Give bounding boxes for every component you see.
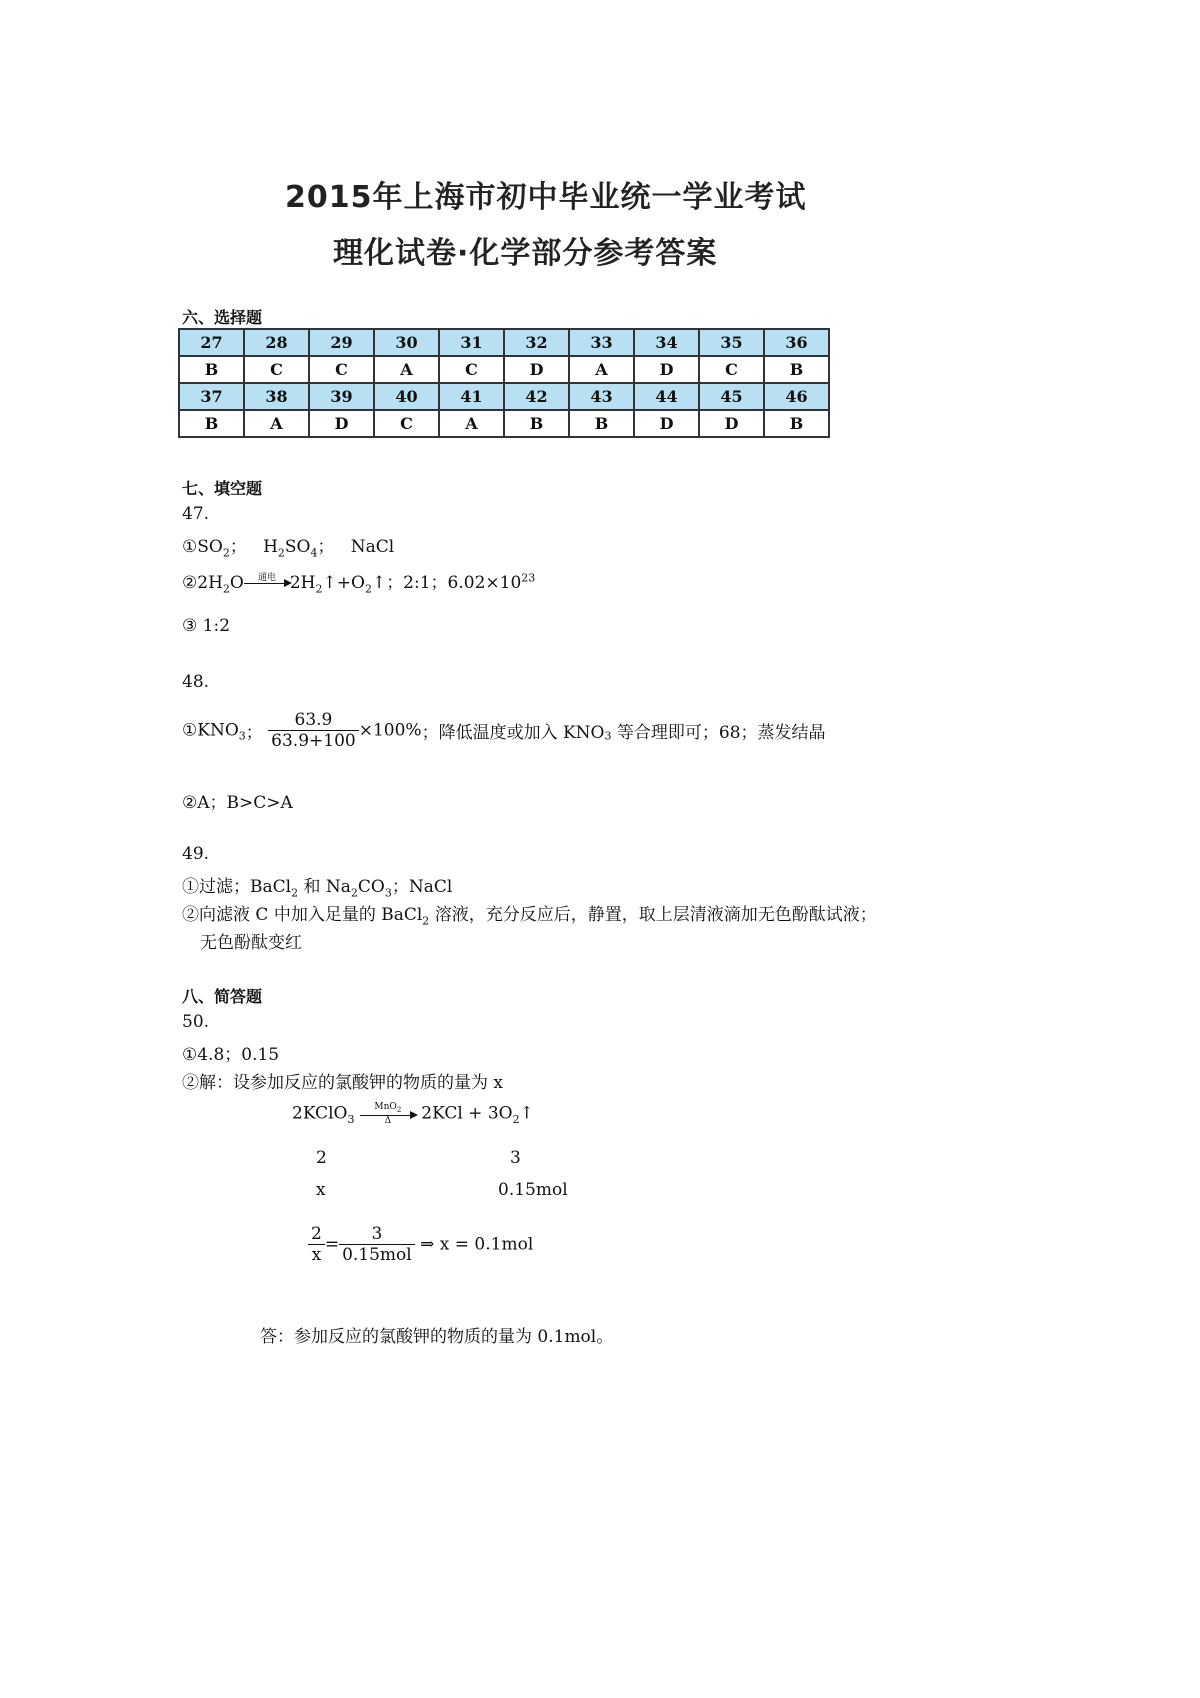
table-cell: 40 (374, 383, 439, 410)
table-cell: A (244, 410, 309, 437)
table-cell: D (634, 356, 699, 383)
formula-text: ①KNO (182, 720, 239, 741)
result-text: ⇒ x = 0.1mol (420, 1234, 534, 1255)
answer-text: ；NaCl (391, 877, 453, 897)
table-cell: 33 (569, 329, 634, 356)
formula-text: ×100% (358, 720, 422, 741)
subscript: 2 (222, 582, 230, 596)
coef-left: 2 (316, 1148, 327, 1168)
fraction (308, 1224, 325, 1265)
subscript: 2 (315, 582, 323, 596)
subscript: 3 (238, 729, 246, 743)
table-cell: B (179, 410, 244, 437)
circled-1: ① (182, 537, 198, 557)
q48-answer-1 (182, 710, 826, 751)
formula-text: SO (284, 537, 311, 557)
answer-text: 和 Na (298, 877, 351, 897)
fraction-numerator: 3 (339, 1224, 415, 1245)
table-cell: C (699, 356, 764, 383)
table-cell: 37 (179, 383, 244, 410)
table-cell: 45 (699, 383, 764, 410)
heat-symbol: Δ (384, 1115, 392, 1126)
q50-number: 50. (182, 1012, 210, 1032)
page-title-line2: 理化试卷·化学部分参考答案 (333, 236, 718, 271)
separator: ； (229, 537, 247, 557)
formula-text: ；2:1；6.02×10 (386, 573, 522, 593)
q47-answer-2 (182, 568, 535, 595)
table-cell: 38 (244, 383, 309, 410)
table-cell: 34 (634, 329, 699, 356)
answer-table (178, 328, 830, 438)
table-cell: 39 (309, 383, 374, 410)
solubility-fraction (268, 710, 359, 751)
table-cell: 42 (504, 383, 569, 410)
table-cell: 32 (504, 329, 569, 356)
fraction-denominator: x (311, 1245, 322, 1265)
table-cell: D (634, 410, 699, 437)
section8-heading: 八、简答题 (182, 987, 263, 1006)
table-cell: 27 (179, 329, 244, 356)
up-arrow-icon: ↑ (519, 1103, 534, 1124)
superscript: 23 (521, 571, 536, 585)
formula-text: O (229, 573, 244, 593)
table-row (179, 356, 829, 383)
subscript: 3 (347, 1112, 355, 1126)
q50-final-answer: 答：参加反应的氯酸钾的物质的量为 0.1mol。 (260, 1327, 614, 1347)
reaction-condition: 通电 (257, 573, 276, 583)
q48-number: 48. (182, 672, 210, 692)
table-cell: D (504, 356, 569, 383)
formula-text: 2H (289, 573, 316, 593)
table-cell: 43 (569, 383, 634, 410)
q50-equation (292, 1102, 534, 1126)
table-cell: 41 (439, 383, 504, 410)
formula-text: 2KCl + 3O (421, 1103, 513, 1124)
fraction-numerator: 63.9 (268, 710, 359, 731)
table-cell: D (309, 410, 374, 437)
answer-text: ①过滤；BaCl (182, 877, 292, 897)
table-cell: 36 (764, 329, 829, 356)
formula-text: H (263, 537, 278, 557)
q48-answer-2: ②A；B>C>A (182, 793, 293, 813)
reaction-arrow (360, 1102, 416, 1126)
section6-heading: 六、选择题 (182, 308, 263, 327)
fraction-denominator: 63.9+100 (271, 731, 356, 751)
subscript: 2 (422, 914, 430, 928)
table-cell: B (764, 410, 829, 437)
answer-text: ；降低温度或加入 KNO (421, 723, 605, 743)
subscript: 2 (277, 546, 285, 560)
separator: ； (317, 537, 335, 557)
subscript: 3 (604, 729, 612, 743)
table-row (179, 383, 829, 410)
fraction-denominator: 0.15mol (342, 1245, 412, 1265)
subscript: 2 (512, 1112, 520, 1126)
answer-text: 溶液，充分反应后，静置，取上层清液滴加无色酚酞试液； (429, 905, 877, 925)
answer-text: 等合理即可；68；蒸发结晶 (611, 723, 826, 743)
formula-text: 2KClO (292, 1103, 348, 1124)
subscript: 2 (396, 1105, 402, 1114)
answer-text: CO (357, 877, 385, 897)
table-cell: 30 (374, 329, 439, 356)
table-cell: 31 (439, 329, 504, 356)
page-title-line1: 2015年上海市初中毕业统一学业考试 (285, 180, 807, 215)
equals-sign: = (324, 1234, 340, 1255)
table-cell: B (179, 356, 244, 383)
subscript: 3 (384, 886, 392, 900)
table-cell: 29 (309, 329, 374, 356)
q50-answer-1: ①4.8；0.15 (182, 1045, 280, 1065)
q49-answer-3: 无色酚酞变红 (200, 933, 302, 953)
table-cell: A (439, 410, 504, 437)
answer-text: ②向滤液 C 中加入足量的 BaCl (182, 905, 423, 925)
formula-text: ↑+O (322, 573, 365, 593)
section7-heading: 七、填空题 (182, 479, 263, 498)
table-cell: 35 (699, 329, 764, 356)
table-cell: C (439, 356, 504, 383)
q50-answer-2: ②解：设参加反应的氯酸钾的物质的量为 x (182, 1073, 503, 1093)
table-cell: 44 (634, 383, 699, 410)
q50-proportion (308, 1224, 533, 1265)
table-cell: D (699, 410, 764, 437)
subscript: 2 (222, 546, 230, 560)
subscript: 4 (310, 546, 318, 560)
table-cell: C (244, 356, 309, 383)
table-cell: C (309, 356, 374, 383)
table-cell: A (569, 356, 634, 383)
formula-text: SO (197, 537, 223, 557)
table-row (179, 329, 829, 356)
q47-answer-3: ③ 1:2 (182, 616, 231, 636)
formula-text: NaCl (350, 537, 395, 557)
separator: ； (245, 723, 263, 743)
table-cell: B (569, 410, 634, 437)
fraction-numerator: 2 (308, 1224, 325, 1245)
table-cell: 28 (244, 329, 309, 356)
q47-number: 47. (182, 504, 210, 524)
coef-right: 3 (510, 1148, 521, 1168)
table-cell: A (374, 356, 439, 383)
subscript: 2 (291, 886, 299, 900)
reaction-arrow (244, 573, 290, 594)
up-arrow-icon: ↑ (371, 573, 387, 593)
table-cell: B (504, 410, 569, 437)
fraction (339, 1224, 415, 1265)
q49-answer-2 (182, 900, 877, 927)
circled-2: ② (182, 573, 198, 593)
table-cell: 46 (764, 383, 829, 410)
q49-number: 49. (182, 844, 210, 864)
formula-text: 2H (197, 573, 223, 593)
table-cell: C (374, 410, 439, 437)
q49-answer-1 (182, 872, 452, 899)
var-right: 0.15mol (498, 1180, 568, 1200)
catalyst-text: MnO (374, 1102, 397, 1112)
table-row (179, 410, 829, 437)
q47-answer-1 (182, 532, 394, 559)
subscript: 2 (364, 582, 372, 596)
subscript: 2 (350, 886, 358, 900)
table-cell: B (764, 356, 829, 383)
reaction-condition (360, 1102, 416, 1115)
var-left: x (316, 1180, 326, 1200)
